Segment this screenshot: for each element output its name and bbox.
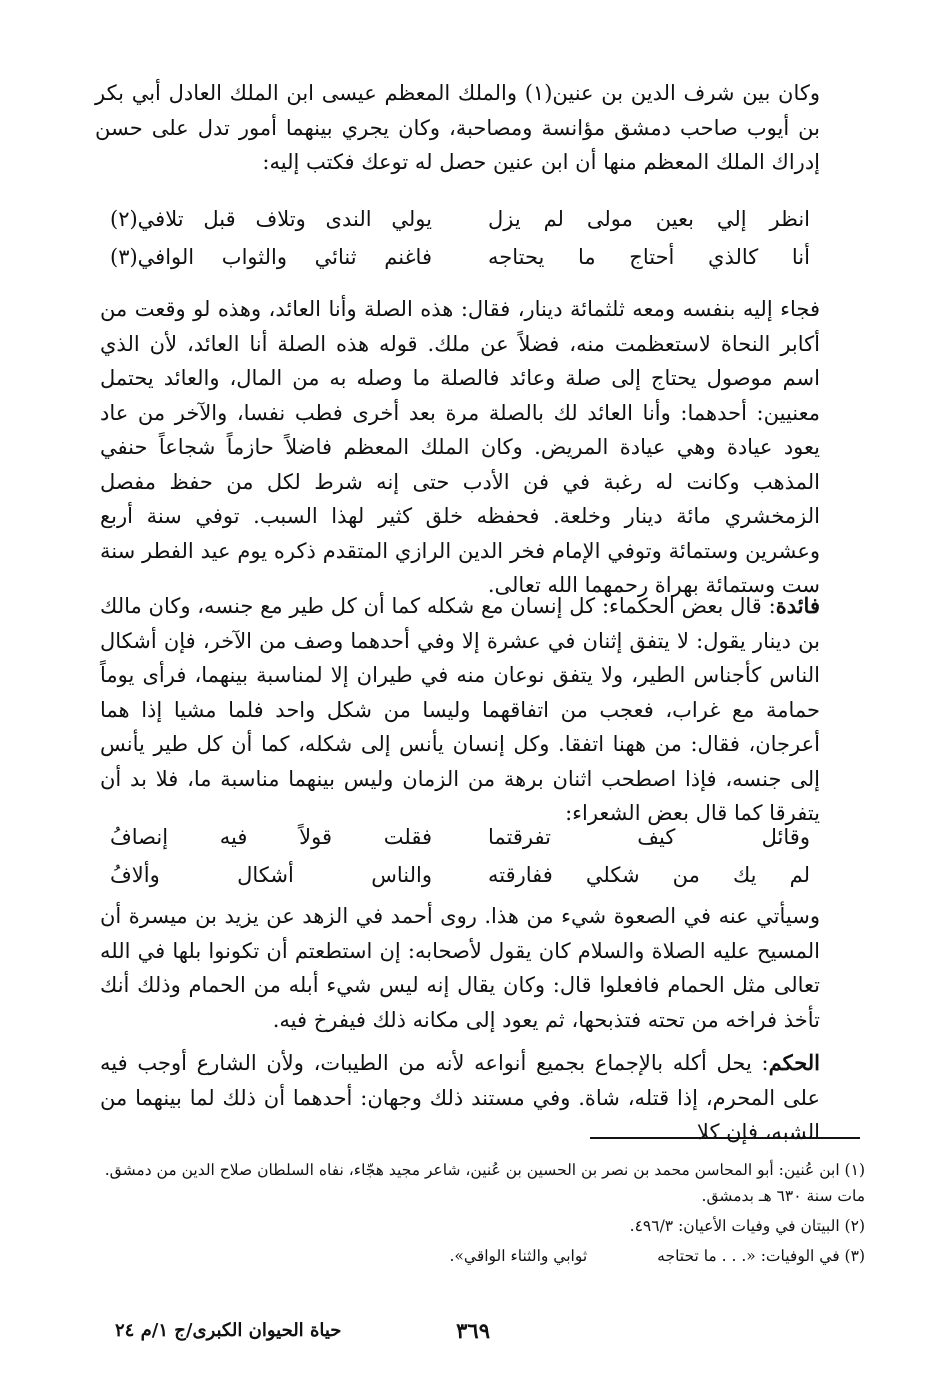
page-footer [60, 1318, 860, 1358]
poem-verse [110, 200, 810, 238]
paragraph-text: وكان بين شرف الدين بن عنين(١) والملك المعظم عيسى ابن الملك العادل أبي بكر بن أيوب صاحب دمشق مؤانسة ومصاحبة، وكان يجري بينهما أمور تدل على حسن إدراك الملك المعظم منها أن ابن عنين حصل له توعك فكتب إليه: [95, 81, 820, 174]
poem-verse [110, 818, 810, 856]
hemistich-left: يولي الندى وتلاف قبل تلافي(٢) [110, 207, 432, 231]
hemistich-right: انظر إلي بعين مولى لم يزل [488, 207, 810, 231]
poem-ibn-unain [110, 200, 810, 276]
hemistich-left: فقلت قولاً فيه إنصافُ [110, 825, 432, 849]
footnotes [95, 1157, 865, 1273]
running-title: حياة الحيوان الكبرى/ج ١/م ٢٤ [115, 1320, 342, 1341]
hemistich-left: فاغنم ثنائي والثواب الوافي(٣) [110, 245, 432, 269]
page-number: ٣٦٩ [456, 1318, 490, 1343]
footnote-3-tail: ثوابي والثناء الواقي». [449, 1247, 588, 1265]
paragraph-text: : قال بعض الحكماء: كل إنسان مع شكله كما أن كل طير مع جنسه، وكان مالك بن دينار يقول: لا يتفق إثنان في عشرة إلا وفي أحدهما وصف من الآخر، فإن أشكال الناس كأجناس الطير، ولا يتفق نوعان منه في طيران إلا لمناسبة بينهما، فرأى يوماً حمامة مع غراب، فعجب من اتفاقهما وليسا من شكل واحد فلما مشيا إذا هما أعرجان، فقال: من ههنا اتفقا. وكل إنسان يأنس إلى شكله، كما أن كل طير يأنس إلى جنسه، فإذا اصطحب اثنان برهة من الزمان وليس بينهما مناسبة ما، فلا بد أن يتفرقا كما قال بعض الشعراء: [100, 594, 820, 825]
paragraph-text: : يحل أكله بالإجماع بجميع أنواعه لأنه من الطيبات، ولأن الشارع أوجب فيه على المحرم، إذا قتله، شاة. وفي مستند ذلك وجهان: أحدهما أن ذلك لما بينهما من الشبه، فإن كلا [100, 1051, 820, 1144]
footnote-3 [95, 1243, 865, 1269]
poem-verse [110, 856, 810, 894]
hemistich-right: وقائل كيف تفرقتما [488, 825, 810, 849]
poem-verse [110, 238, 810, 276]
hemistich-right: لم يك من شكلي ففارقته [488, 863, 810, 887]
hemistich-left: والناس أشكال وألافُ [110, 863, 432, 887]
paragraph-faida [100, 589, 820, 831]
footnote-3-head: (٣) في الوفيات: «. . . ما تحتاجه [657, 1247, 865, 1265]
footnote-divider [590, 1137, 860, 1139]
paragraph-hukm [100, 1046, 820, 1150]
paragraph-lead-word: فائدة [775, 593, 820, 618]
hemistich-right: أنا كالذي أحتاج ما يحتاجه [488, 245, 810, 269]
paragraph-text: فجاء إليه بنفسه ومعه ثلثمائة دينار، فقال: هذه الصلة وأنا العائد، وهذه لو وقعت من أكابر النحاة لاستعظمت منه، فضلاً عن ملك. قوله هذه الصلة أنا العائد، لأن الذي اسم موصول يحتاج إلى صلة وعائد فالصلة ما وصله به من المال، والعائد يحتمل معنيين: أحدهما: وأنا العائد لك بالصلة مرة بعد أخرى فطب نفسا، والآخر من عاد يعود عيادة وهي عيادة المريض. وكان الملك المعظم فاضلاً حازماً شجاعاً حنفي المذهب وكانت له رغبة في فن الأدب حتى إنه شرط لكل من حفظ مفصل الزمخشري مائة دينار وخلعة. فحفظه خلق كثير لهذا السبب. توفي سنة أربع وعشرين وستمائة وتوفي الإمام فخر الدين الرازي المتقدم ذكره يوم عيد الفطر سنة ست وستمائة بهراة رحمهما الله تعالى. [100, 297, 820, 597]
poem-friendship [110, 818, 810, 894]
paragraph-text: وسيأتي عنه في الصعوة شيء من هذا. روى أحمد في الزهد عن يزيد بن ميسرة أن المسيح عليه الصلاة والسلام كان يقول لأصحابه: إن استطعتم أن تكونوا بلها في الله تعالى مثل الحمام فافعلوا قال: وكان يقال إنه ليس شيء أبله من الحمام وذلك أنك تأخذ فراخه من تحته فتذبحها، ثم يعود إلى مكانه ذلك فيفرخ فيه. [100, 904, 820, 1032]
paragraph-sila-aid [100, 292, 820, 603]
footnote-2: (٢) البيتان في وفيات الأعيان: ٤٩٦/٣. [629, 1217, 865, 1235]
footnote-1: (١) ابن عُنين: أبو المحاسن محمد بن نصر بن الحسين بن عُنين، شاعر مجيد هجّاء، نفاه السلطان صلاح الدين من دمشق. مات سنة ٦٣٠ هـ بدمشق. [104, 1161, 865, 1205]
paragraph-lead-word: الحكم [768, 1050, 820, 1075]
paragraph-ibn-unain [95, 76, 820, 180]
paragraph-zuhd [100, 899, 820, 1037]
